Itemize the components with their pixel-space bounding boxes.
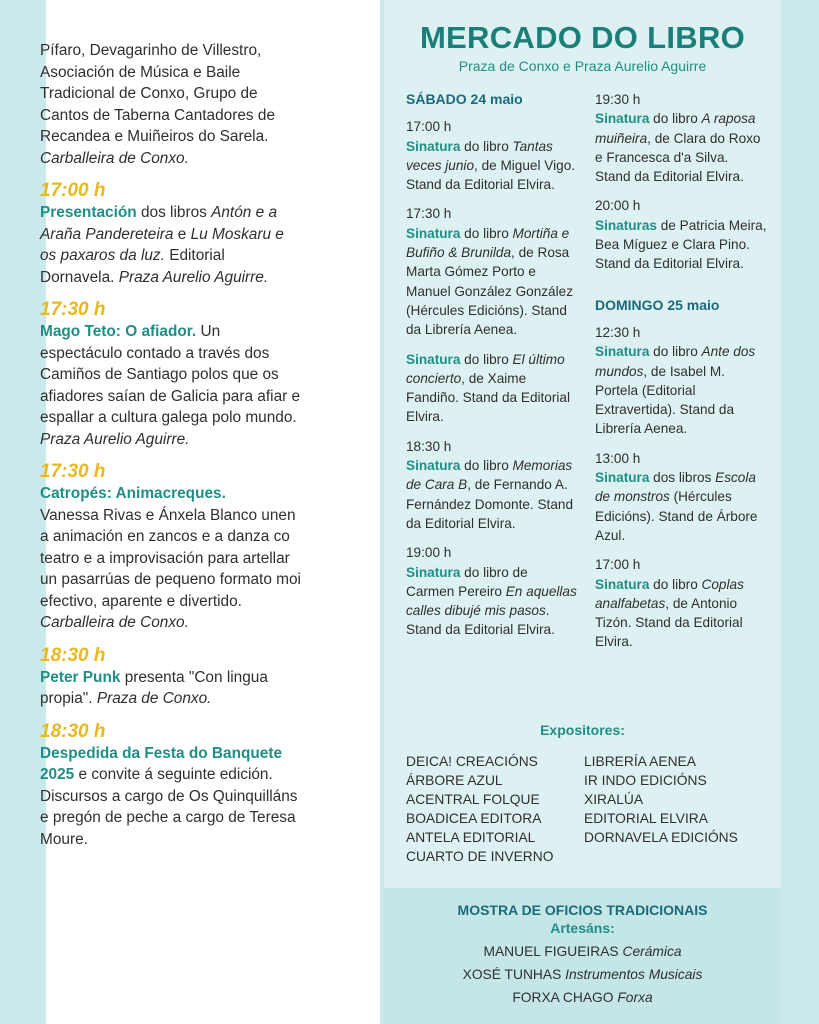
event-place: Praza Aurelio Aguirre. [118,268,269,286]
signing-text: do libro [464,458,509,474]
signing-text: do libro [653,111,698,127]
signing-entry [406,350,578,427]
event-title: Mago Teto: O afiador. [40,323,197,340]
event-text: Vanessa Rivas e Ánxela Blanco unen a animación en zancos e a danza co teatro e a improvisación para artellar un pasarrúas de pequeno formato moi efectivo, aparente e divertido. [40,506,301,610]
signing-label: Sinatura [406,564,461,580]
signing-book: El último concierto [406,351,565,386]
exhibitor-name: LIBRERÍA AENEA [584,754,696,769]
artisan-name: MANUEL FIGUEIRAS [483,944,619,959]
signing-text: do libro [464,138,509,154]
event-place: Praza Aurelio Aguirre. [40,430,190,448]
event-title: Despedida da Festa do Banquete 2025 [40,744,283,783]
signing-book: A raposa muiñeira [595,111,756,146]
exhibitor-name: EDITORIAL ELVIRA [584,811,708,826]
event-text: dos libros [140,204,207,221]
exhibitor-name: ÁRBORE AZUL [406,773,503,788]
event-time: 17:30 h [40,299,106,320]
signing-text: , de Fernando A. Fernández Domonte. Stand da Editorial Elvira. [406,477,574,531]
signing-entry [406,543,578,639]
exhibitor-name: ACENTRAL FOLQUE [406,792,540,807]
signing-text: , de Isabel M. Portela (Editorial Extravertida). Stand da Librería Aenea. [595,363,735,437]
event-text: Editorial Dornavela. [40,247,225,286]
artisan-entry [384,944,781,959]
event-text: e convite á seguinte edición. Discursos a cargo de Os Quinquilláns e pregón de peche a cargo de Teresa Moure. [40,766,298,848]
signing-book: En aquellas calles dibujé mis pasos [406,583,577,619]
signing-text: , de Miguel Vigo. Stand da Editorial Elvira. [406,157,576,193]
signing-label: Sinatura [595,576,650,592]
mercado-title: MERCADO DO LIBRO [419,20,746,55]
event-text: Un espectáculo contado a través dos Camiños de Santiago polos que os afiadores saían de Galicia para afiar e espallar a cultura galega polo mundo. [40,323,301,426]
signing-time: 20:00 h [595,198,641,214]
signing-label: Sinatura [595,470,650,486]
event-place: Carballeira de Conxo. [40,614,189,631]
signing-time: 12:30 h [595,324,641,340]
event-mago-teto [40,321,302,450]
exhibitor-name: BOADICEA EDITORA [406,811,542,826]
day-heading: DOMINGO 25 maio [595,296,720,313]
signing-book: Ante dos mundos [595,344,756,379]
signing-text: do libro [653,576,698,592]
signing-entry [595,90,767,186]
signing-label: Sinatura [406,351,461,367]
signing-time: 17:00 h [595,557,641,573]
signing-label: Sinatura [406,138,461,154]
signing-book: Memorias de Cara B [406,458,573,493]
event-title: Peter Punk [40,668,121,686]
signing-text: (Hércules Edicións). Stand de Árbore Azul. [595,489,758,543]
artisan-entry [384,967,781,982]
signing-text: , de Xaime Fandiño. Stand da Editorial Elvira. [406,370,570,425]
signing-entry [595,196,767,273]
signing-text: , de Antonio Tizón. Stand da Editorial Elvira. [595,595,743,650]
signing-text: . Stand da Editorial Elvira. [406,603,555,638]
intro-place: Carballeira de Conxo. [40,149,189,167]
exhibitor-name: CUARTO DE INVERNO [406,849,554,864]
expositores-list-2 [584,752,738,847]
expositores-title: Expositores: [540,722,625,738]
signing-book: Mortiña e Bufiño & Brunilda [406,225,570,261]
event-time: 17:00 h [40,180,106,201]
signing-label: Sinaturas [595,217,657,233]
signing-text: do libro [464,225,509,241]
signing-text: do libro [653,344,698,360]
signing-label: Sinatura [595,111,650,127]
signing-label: Sinatura [595,344,650,360]
signing-text: dos libros [653,470,712,486]
signing-label: Sinatura [406,225,461,241]
signing-time: 19:00 h [406,545,452,561]
artisan-entry [384,990,781,1005]
exhibitor-name: XIRALÚA [584,792,644,807]
mostra-subtitle: Artesáns: [550,920,615,936]
event-presentacion [40,202,302,288]
event-book: Antón e a Araña Pandereteira [40,204,278,243]
event-place: Praza de Conxo. [96,690,212,707]
signing-label: Sinatura [406,458,461,474]
expositores-list-1 [406,752,553,866]
signing-entry [406,204,578,339]
artisan-craft: Instrumentos Musicais [565,967,703,982]
signing-time: 13:00 h [595,450,641,466]
intro-text [40,40,302,169]
event-text: presenta "Con lingua propia". [40,668,268,707]
signing-text: , de Rosa Marta Gómez Porto e Manuel González González (Hércules Edicións). Stand da Librería Aenea. [406,245,573,338]
exhibitor-name: DORNAVELA EDICIÓNS [584,830,738,845]
event-text: e [177,225,187,243]
intro-groups: Pífaro, Devagarinho de Villestro, Asociación de Música e Baile Tradicional de Conxo, Grupo de Cantos de Taberna Cantadores de Recandea e Muiñeiros do Sarela. [40,42,276,145]
signing-time: 17:30 h [406,206,452,222]
signing-text: , de Clara do Roxo e Francesca d'a Silva. Stand da Editorial Elvira. [595,130,761,185]
exhibitor-name: IR INDO EDICIÓNS [584,773,707,788]
signing-book: Escola de monstros [595,470,756,505]
event-catropes [40,483,302,634]
artisan-name: FORXA CHAGO [512,990,614,1005]
signing-entry [595,449,767,545]
signing-entry [406,117,578,194]
event-book: Lu Moskaru e os paxaros da luz. [40,225,284,264]
saturday-column [406,90,578,650]
event-despedida [40,743,302,851]
signing-text: do libro de Carmen Pereiro [406,564,528,599]
program-column [40,40,302,850]
event-title: Catropés: Animacreques. [40,485,226,502]
signing-entry [595,323,767,439]
event-time: 18:30 h [40,720,106,742]
mercado-subtitle: Praza de Conxo e Praza Aurelio Aguirre [458,58,707,74]
signing-time: 17:00 h [406,119,452,135]
artisan-name: XOSÉ TUNHAS [462,967,562,982]
exhibitor-name: ANTELA EDITORIAL [406,830,536,845]
day-heading: SÁBADO 24 maio [406,91,523,107]
signing-text: de Patricia Meira, Bea Míguez e Clara Pino. Stand da Editorial Elvira. [595,217,767,272]
signing-entry [406,437,578,533]
signing-time: 18:30 h [406,438,452,454]
signing-book: Coplas analfabetas [595,576,744,611]
artisan-craft: Forxa [617,990,653,1005]
right-margin [781,0,819,1024]
event-title: Presentación [40,204,137,221]
event-time: 18:30 h [40,644,106,666]
mostra-title: MOSTRA DE OFICIOS TRADICIONAIS [457,902,708,918]
signing-entry [595,555,767,651]
signing-book: Tantas veces junio [406,138,553,173]
exhibitor-name: DEICA! CREACIÓNS [406,754,538,769]
event-time: 17:30 h [40,461,106,482]
event-peter-punk [40,667,302,710]
signing-text: do libro [464,351,509,367]
saturday-evening-column [595,90,767,662]
signing-time: 19:30 h [595,92,641,107]
artisan-craft: Cerámica [622,944,682,959]
